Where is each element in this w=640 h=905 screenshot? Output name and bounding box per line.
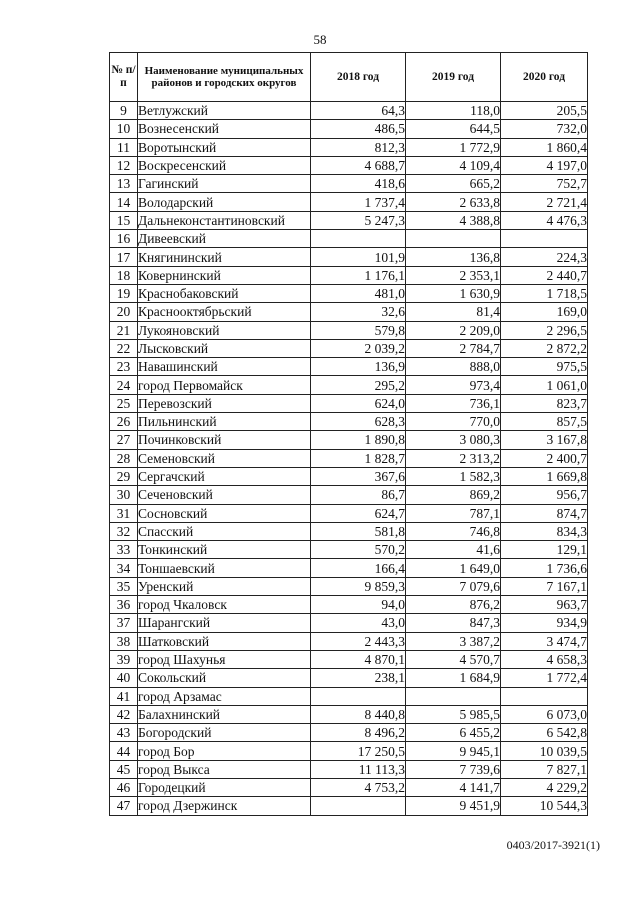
- cell-2020: 963,7: [501, 596, 588, 614]
- cell-2018: 101,9: [311, 248, 406, 266]
- table-row: [110, 120, 588, 138]
- cell-2019: 2 353,1: [406, 266, 501, 284]
- header-name: Наименование муниципальных районов и городских округов: [138, 53, 311, 102]
- cell-2019: 770,0: [406, 413, 501, 431]
- cell-2020: 224,3: [501, 248, 588, 266]
- cell-2018: 4 753,2: [311, 778, 406, 796]
- table-row: [110, 449, 588, 467]
- cell-num: 31: [110, 504, 138, 522]
- cell-name: город Шахунья: [138, 650, 311, 668]
- cell-2020: 7 167,1: [501, 577, 588, 595]
- cell-2020: 205,5: [501, 102, 588, 120]
- cell-2020: 975,5: [501, 358, 588, 376]
- cell-2020: 1 061,0: [501, 376, 588, 394]
- cell-2019: 787,1: [406, 504, 501, 522]
- cell-name: Городецкий: [138, 778, 311, 796]
- cell-2018: 32,6: [311, 303, 406, 321]
- table-row: [110, 797, 588, 815]
- cell-2020: [501, 230, 588, 248]
- cell-2018: [311, 230, 406, 248]
- cell-2018: 8 496,2: [311, 724, 406, 742]
- cell-num: 40: [110, 669, 138, 687]
- cell-2018: 136,9: [311, 358, 406, 376]
- cell-num: 27: [110, 431, 138, 449]
- cell-2020: 1 718,5: [501, 284, 588, 302]
- cell-2018: 2 443,3: [311, 632, 406, 650]
- cell-2018: 17 250,5: [311, 742, 406, 760]
- cell-2019: 136,8: [406, 248, 501, 266]
- cell-2018: 812,3: [311, 138, 406, 156]
- cell-2018: 86,7: [311, 486, 406, 504]
- cell-2019: 3 387,2: [406, 632, 501, 650]
- cell-name: Краснобаковский: [138, 284, 311, 302]
- cell-num: 13: [110, 175, 138, 193]
- table-row: [110, 358, 588, 376]
- cell-2018: 486,5: [311, 120, 406, 138]
- cell-num: 25: [110, 394, 138, 412]
- cell-2019: 876,2: [406, 596, 501, 614]
- cell-name: Воротынский: [138, 138, 311, 156]
- table-row: [110, 266, 588, 284]
- cell-num: 47: [110, 797, 138, 815]
- cell-num: 30: [110, 486, 138, 504]
- cell-2018: 624,7: [311, 504, 406, 522]
- cell-2018: 5 247,3: [311, 211, 406, 229]
- cell-2020: 6 542,8: [501, 724, 588, 742]
- cell-name: Ветлужский: [138, 102, 311, 120]
- cell-2019: 847,3: [406, 614, 501, 632]
- cell-num: 35: [110, 577, 138, 595]
- data-table: [109, 52, 588, 816]
- cell-2019: 973,4: [406, 376, 501, 394]
- cell-2019: [406, 687, 501, 705]
- cell-name: Сеченовский: [138, 486, 311, 504]
- cell-name: город Первомайск: [138, 376, 311, 394]
- cell-2019: 4 141,7: [406, 778, 501, 796]
- cell-num: 34: [110, 559, 138, 577]
- cell-num: 24: [110, 376, 138, 394]
- cell-2019: 2 633,8: [406, 193, 501, 211]
- cell-name: Шарангский: [138, 614, 311, 632]
- cell-2019: 665,2: [406, 175, 501, 193]
- cell-num: 33: [110, 541, 138, 559]
- cell-num: 23: [110, 358, 138, 376]
- cell-name: Дальнеконстантиновский: [138, 211, 311, 229]
- cell-num: 28: [110, 449, 138, 467]
- table-row: [110, 248, 588, 266]
- cell-2020: 4 658,3: [501, 650, 588, 668]
- cell-num: 18: [110, 266, 138, 284]
- cell-2019: 3 080,3: [406, 431, 501, 449]
- cell-2019: 5 985,5: [406, 705, 501, 723]
- cell-num: 14: [110, 193, 138, 211]
- cell-num: 22: [110, 339, 138, 357]
- cell-2019: 1 630,9: [406, 284, 501, 302]
- cell-2020: 129,1: [501, 541, 588, 559]
- cell-2019: 4 570,7: [406, 650, 501, 668]
- cell-name: Тонкинский: [138, 541, 311, 559]
- cell-name: Краснооктябрьский: [138, 303, 311, 321]
- cell-2018: 2 039,2: [311, 339, 406, 357]
- cell-2019: 7 739,6: [406, 760, 501, 778]
- table-row: [110, 211, 588, 229]
- cell-2019: 41,6: [406, 541, 501, 559]
- cell-2018: 166,4: [311, 559, 406, 577]
- cell-num: 19: [110, 284, 138, 302]
- cell-name: Лукояновский: [138, 321, 311, 339]
- header-num: № п/п: [110, 53, 138, 102]
- cell-num: 41: [110, 687, 138, 705]
- cell-2018: 628,3: [311, 413, 406, 431]
- table-row: [110, 431, 588, 449]
- cell-2019: 4 388,8: [406, 211, 501, 229]
- cell-2020: [501, 687, 588, 705]
- cell-name: Лысковский: [138, 339, 311, 357]
- cell-name: Гагинский: [138, 175, 311, 193]
- cell-num: 26: [110, 413, 138, 431]
- cell-2020: 823,7: [501, 394, 588, 412]
- cell-2020: 2 721,4: [501, 193, 588, 211]
- cell-num: 17: [110, 248, 138, 266]
- cell-name: Починковский: [138, 431, 311, 449]
- cell-name: Сергачский: [138, 467, 311, 485]
- cell-num: 12: [110, 156, 138, 174]
- table-row: [110, 102, 588, 120]
- table-row: [110, 705, 588, 723]
- cell-name: Уренский: [138, 577, 311, 595]
- cell-num: 29: [110, 467, 138, 485]
- table-row: [110, 467, 588, 485]
- cell-num: 20: [110, 303, 138, 321]
- cell-2019: 869,2: [406, 486, 501, 504]
- table-header-row: [110, 53, 588, 102]
- cell-2019: 736,1: [406, 394, 501, 412]
- cell-2020: 1 772,4: [501, 669, 588, 687]
- table-row: [110, 230, 588, 248]
- cell-2020: 4 476,3: [501, 211, 588, 229]
- table-row: [110, 650, 588, 668]
- cell-2019: 746,8: [406, 522, 501, 540]
- table-row: [110, 559, 588, 577]
- table-row: [110, 156, 588, 174]
- cell-2020: 834,3: [501, 522, 588, 540]
- cell-2018: 94,0: [311, 596, 406, 614]
- cell-num: 42: [110, 705, 138, 723]
- cell-2019: 1 582,3: [406, 467, 501, 485]
- cell-2018: 1 890,8: [311, 431, 406, 449]
- cell-2020: 7 827,1: [501, 760, 588, 778]
- cell-num: 32: [110, 522, 138, 540]
- cell-2020: 1 860,4: [501, 138, 588, 156]
- document-code: 0403/2017-3921(1): [506, 838, 600, 852]
- cell-name: Богородский: [138, 724, 311, 742]
- cell-2020: 934,9: [501, 614, 588, 632]
- cell-2020: 857,5: [501, 413, 588, 431]
- cell-num: 16: [110, 230, 138, 248]
- cell-num: 9: [110, 102, 138, 120]
- cell-2019: 888,0: [406, 358, 501, 376]
- cell-2020: 2 440,7: [501, 266, 588, 284]
- cell-2018: 295,2: [311, 376, 406, 394]
- cell-2018: 43,0: [311, 614, 406, 632]
- cell-2019: 81,4: [406, 303, 501, 321]
- cell-name: Княгининский: [138, 248, 311, 266]
- cell-num: 37: [110, 614, 138, 632]
- cell-name: Сосновский: [138, 504, 311, 522]
- cell-2018: 624,0: [311, 394, 406, 412]
- cell-num: 38: [110, 632, 138, 650]
- table-row: [110, 175, 588, 193]
- table-row: [110, 760, 588, 778]
- cell-2019: 644,5: [406, 120, 501, 138]
- cell-name: Дивеевский: [138, 230, 311, 248]
- cell-2019: 2 313,2: [406, 449, 501, 467]
- cell-num: 15: [110, 211, 138, 229]
- cell-2018: 1 828,7: [311, 449, 406, 467]
- header-2018: 2018 год: [311, 53, 406, 102]
- cell-2019: 1 772,9: [406, 138, 501, 156]
- cell-name: Тоншаевский: [138, 559, 311, 577]
- cell-2019: 9 945,1: [406, 742, 501, 760]
- cell-2019: 6 455,2: [406, 724, 501, 742]
- cell-2019: 118,0: [406, 102, 501, 120]
- page-number: 58: [313, 32, 327, 47]
- cell-2018: 9 859,3: [311, 577, 406, 595]
- cell-2019: 2 784,7: [406, 339, 501, 357]
- cell-2018: 4 688,7: [311, 156, 406, 174]
- table-row: [110, 596, 588, 614]
- table-row: [110, 669, 588, 687]
- cell-2020: 1 669,8: [501, 467, 588, 485]
- cell-2018: 481,0: [311, 284, 406, 302]
- table-row: [110, 614, 588, 632]
- cell-2020: 6 073,0: [501, 705, 588, 723]
- table-row: [110, 321, 588, 339]
- table-row: [110, 577, 588, 595]
- table-body: [110, 102, 588, 816]
- table-row: [110, 138, 588, 156]
- table-row: [110, 778, 588, 796]
- cell-name: Воскресенский: [138, 156, 311, 174]
- cell-2018: 64,3: [311, 102, 406, 120]
- cell-num: 46: [110, 778, 138, 796]
- table-row: [110, 742, 588, 760]
- cell-2019: 1 649,0: [406, 559, 501, 577]
- cell-num: 36: [110, 596, 138, 614]
- table-row: [110, 522, 588, 540]
- cell-2018: 11 113,3: [311, 760, 406, 778]
- cell-2018: [311, 687, 406, 705]
- cell-num: 39: [110, 650, 138, 668]
- table-row: [110, 724, 588, 742]
- cell-2020: 2 296,5: [501, 321, 588, 339]
- cell-2020: 2 872,2: [501, 339, 588, 357]
- cell-2018: 1 737,4: [311, 193, 406, 211]
- header-2020: 2020 год: [501, 53, 588, 102]
- cell-name: Володарский: [138, 193, 311, 211]
- cell-name: Пильнинский: [138, 413, 311, 431]
- cell-2018: 238,1: [311, 669, 406, 687]
- cell-2020: 3 474,7: [501, 632, 588, 650]
- cell-name: город Дзержинск: [138, 797, 311, 815]
- cell-2018: 4 870,1: [311, 650, 406, 668]
- cell-name: Вознесенский: [138, 120, 311, 138]
- table-row: [110, 486, 588, 504]
- cell-2018: 1 176,1: [311, 266, 406, 284]
- cell-2019: 2 209,0: [406, 321, 501, 339]
- cell-num: 11: [110, 138, 138, 156]
- cell-2020: 4 197,0: [501, 156, 588, 174]
- cell-name: Спасский: [138, 522, 311, 540]
- cell-num: 45: [110, 760, 138, 778]
- table-row: [110, 303, 588, 321]
- cell-2020: 732,0: [501, 120, 588, 138]
- cell-name: Ковернинский: [138, 266, 311, 284]
- cell-2018: [311, 797, 406, 815]
- cell-num: 21: [110, 321, 138, 339]
- cell-2018: 570,2: [311, 541, 406, 559]
- cell-name: Навашинский: [138, 358, 311, 376]
- cell-num: 44: [110, 742, 138, 760]
- cell-2018: 579,8: [311, 321, 406, 339]
- table-row: [110, 394, 588, 412]
- cell-name: Балахнинский: [138, 705, 311, 723]
- cell-2020: 874,7: [501, 504, 588, 522]
- cell-2018: 418,6: [311, 175, 406, 193]
- cell-name: город Арзамас: [138, 687, 311, 705]
- cell-name: город Чкаловск: [138, 596, 311, 614]
- cell-2020: 169,0: [501, 303, 588, 321]
- cell-2019: 4 109,4: [406, 156, 501, 174]
- cell-2018: 367,6: [311, 467, 406, 485]
- cell-2019: 1 684,9: [406, 669, 501, 687]
- cell-name: город Выкса: [138, 760, 311, 778]
- cell-2020: 10 039,5: [501, 742, 588, 760]
- table-row: [110, 413, 588, 431]
- table-row: [110, 541, 588, 559]
- table-row: [110, 339, 588, 357]
- header-2019: 2019 год: [406, 53, 501, 102]
- table-row: [110, 376, 588, 394]
- cell-name: Сокольский: [138, 669, 311, 687]
- cell-2020: 2 400,7: [501, 449, 588, 467]
- cell-2020: 956,7: [501, 486, 588, 504]
- table-row: [110, 504, 588, 522]
- cell-name: город Бор: [138, 742, 311, 760]
- cell-name: Перевозский: [138, 394, 311, 412]
- cell-name: Шатковский: [138, 632, 311, 650]
- cell-2020: 4 229,2: [501, 778, 588, 796]
- cell-2018: 8 440,8: [311, 705, 406, 723]
- cell-num: 43: [110, 724, 138, 742]
- cell-2020: 3 167,8: [501, 431, 588, 449]
- table-row: [110, 284, 588, 302]
- cell-2019: 7 079,6: [406, 577, 501, 595]
- cell-2020: 752,7: [501, 175, 588, 193]
- table-row: [110, 632, 588, 650]
- table-row: [110, 687, 588, 705]
- cell-2020: 10 544,3: [501, 797, 588, 815]
- cell-2019: [406, 230, 501, 248]
- cell-num: 10: [110, 120, 138, 138]
- cell-2018: 581,8: [311, 522, 406, 540]
- cell-2019: 9 451,9: [406, 797, 501, 815]
- cell-2020: 1 736,6: [501, 559, 588, 577]
- table-row: [110, 193, 588, 211]
- cell-name: Семеновский: [138, 449, 311, 467]
